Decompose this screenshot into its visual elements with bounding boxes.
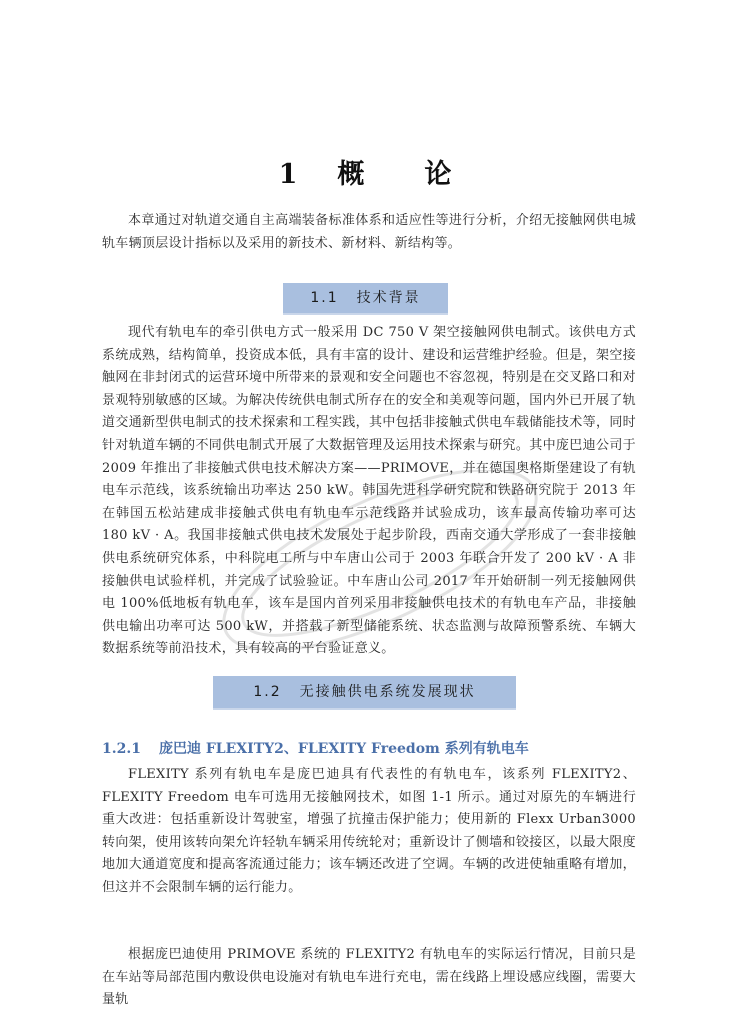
subsection-number: 1.2.1 (102, 741, 141, 757)
section-heading-1-2 (213, 676, 516, 710)
section-number: 1.1 (310, 290, 339, 306)
section-heading-1-1 (283, 283, 448, 315)
subsection-paragraph-1: FLEXITY 系列有轨电车是庞巴迪具有代表性的有轨电车，该系列 FLEXITY2、FLEXITY Freedom 电车可选用无接触网技术，如图 1-1 所示。通过对原先的车辆进行重大改进：包括重新设计驾驶室，增强了抗撞击保护能力；使用新的 Flexx Urban3000 转向架，使用该转向架允许轻轨车辆采用传统轮对；重新设计了侧墙和铰接区，以最大限度地加大通道宽度和提高客流通过能力；该车辆还改进了空调。车辆的改进使轴重略有增加，但这并不会限制车辆的运行能力。 (102, 767, 636, 895)
section-title: 技术背景 (356, 290, 421, 306)
chapter-title-part2: 论 (424, 159, 452, 190)
section-1-1-paragraph: 现代有轨电车的牵引供电方式一般采用 DC 750 V 架空接触网供电制式。该供电方式系统成熟，结构简单，投资成本低，具有丰富的设计、建设和运营维护经验。但是，架空接触网在非封闭式的运营环境中所带来的景观和安全问题也不容忽视，特别是在交叉路口和对景观特别敏感的区域。为解决传统供电制式所存在的安全和美观等问题，国内外已开展了轨道交通新型供电制式的技术探索和工程实践，其中包括非接触式供电车载储能技术等，同时针对轨道车辆的不同供电制式开展了大数据管理及运用技术探索与研究。其中庞巴迪公司于 2009 年推出了非接触式供电技术解决方案——PRIMOVE，并在德国奥格斯堡建设了有轨电车示范线，该系统输出功率达 250 kW。韩国先进科学研究院和铁路研究院于 2013 年在韩国五松站建成非接触式供电有轨电车示范线路并试验成功，该车最高传输功率可达 180 kV · A。我国非接触式供电技术发展处于起步阶段，西南交通大学形成了一套非接触供电系统研究体系，中科院电工所与中车唐山公司于 2003 年联合开发了 200 kV · A 非接触供电试验样机，并完成了试验验证。中车唐山公司 2017 年开始研制一列无接触网供电 100%低地板有轨电车，该车是国内首列采用非接触供电技术的有轨电车产品，非接触供电输出功率可达 500 kW，并搭载了新型储能系统、状态监测与故障预警系统、车辆大数据系统等前沿技术，具有较高的平台验证意义。 (102, 325, 636, 657)
section-number: 1.2 (253, 684, 282, 700)
chapter-title (0, 152, 730, 191)
subsection-heading-1-2-1 (102, 738, 529, 758)
chapter-title-part1: 概 (337, 159, 365, 190)
subsection-title: 庞巴迪 FLEXITY2、FLEXITY Freedom 系列有轨电车 (158, 741, 529, 757)
section-title: 无接触供电系统发展现状 (299, 684, 476, 700)
chapter-number: 1 (278, 159, 298, 190)
subsection-paragraph-2: 根据庞巴迪使用 PRIMOVE 系统的 FLEXITY2 有轨电车的实际运行情况，目前只是在车站等局部范围内敷设供电设施对有轨电车进行充电，需在线路上埋设感应线圈，需要大量轨 (102, 947, 636, 1008)
intro-paragraph: 本章通过对轨道交通自主高端装备标准体系和适应性等进行分析，介绍无接触网供电城轨车辆顶层设计指标以及采用的新技术、新材料、新结构等。 (102, 213, 636, 251)
